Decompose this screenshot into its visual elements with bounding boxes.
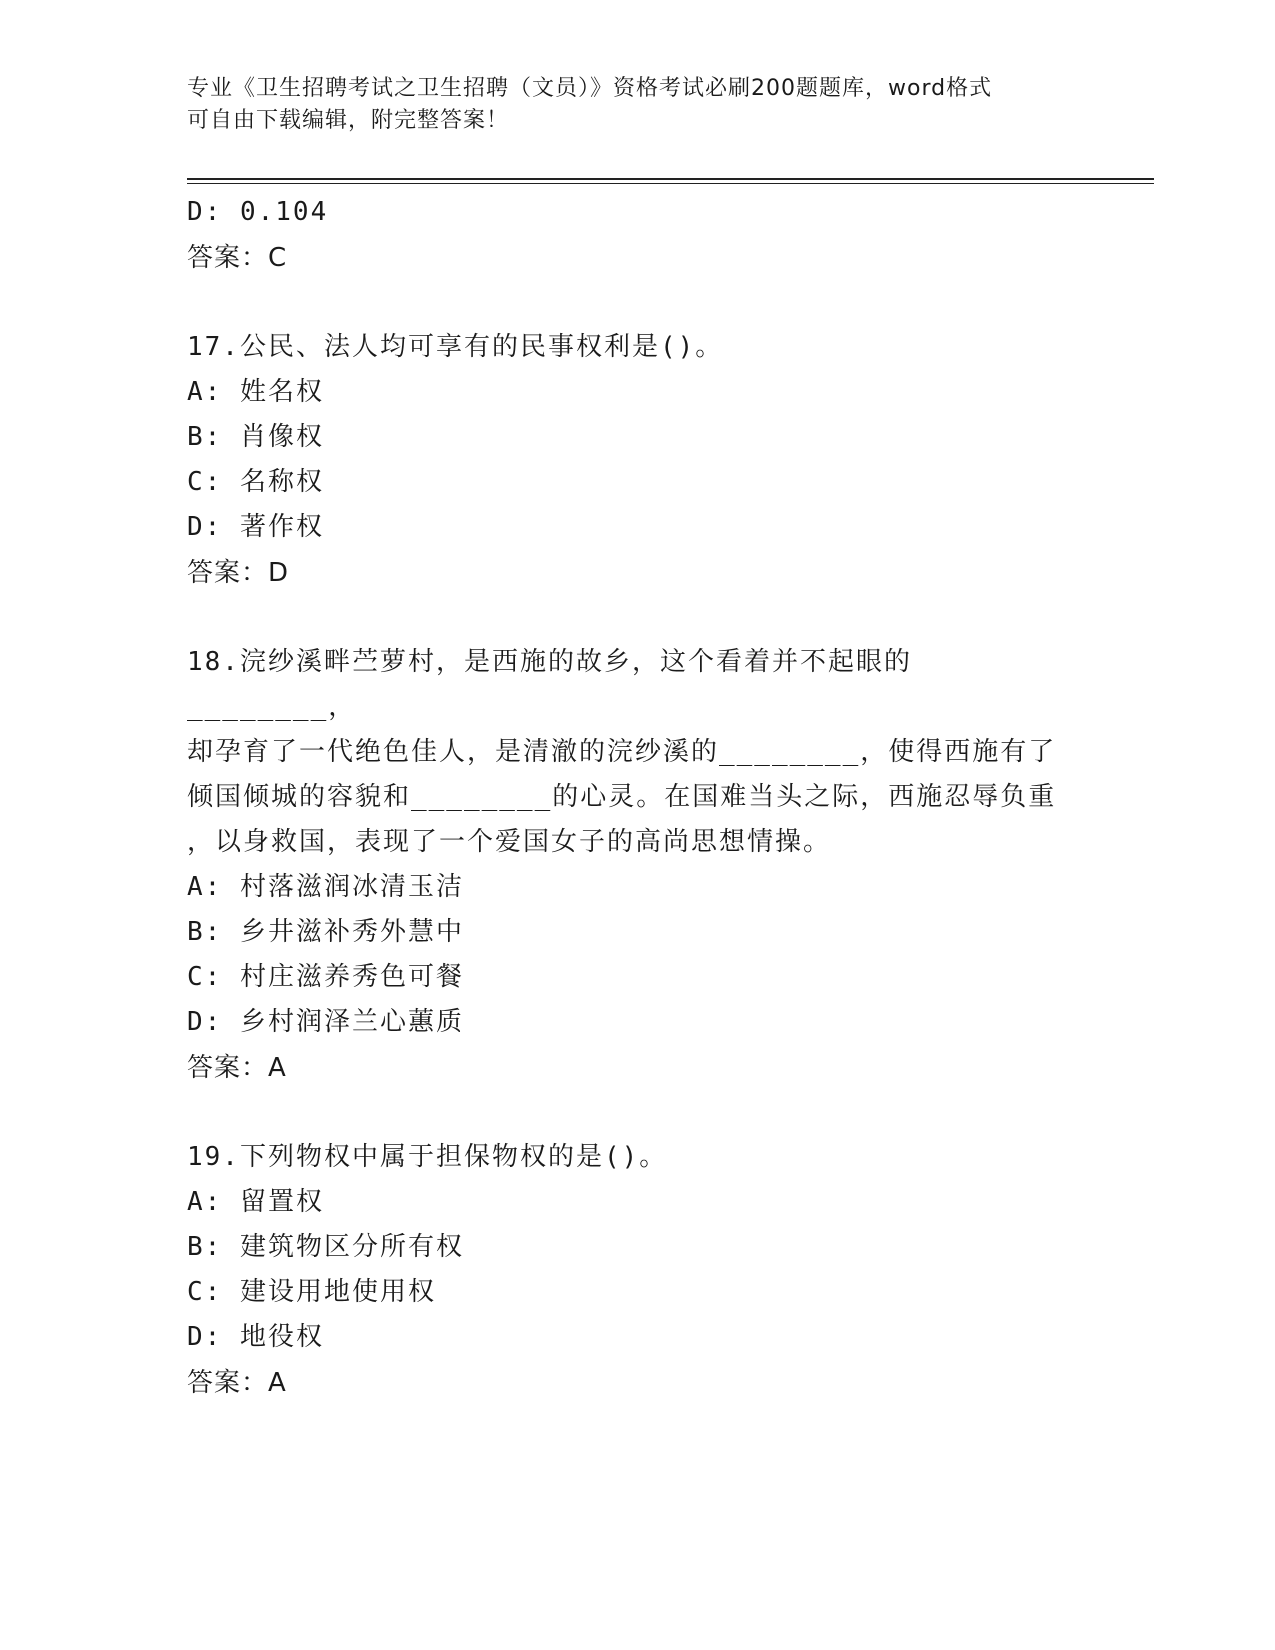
- option-b: B: 乡井滋补秀外慧中: [187, 917, 464, 947]
- option-d: D: 0.104: [187, 197, 329, 227]
- question-stem-line-2: 却孕育了一代绝色佳人，是清澈的浣纱溪的________，使得西施有了: [187, 737, 1057, 767]
- option-b: B: 肖像权: [187, 422, 324, 452]
- spacer: [187, 1091, 1067, 1135]
- answer-line: 答案：C: [187, 243, 288, 273]
- question-block-18: [187, 640, 1067, 1091]
- answer-line: 答案：A: [187, 1368, 287, 1398]
- option-a: A: 村落滋润冰清玉洁: [187, 872, 464, 902]
- header-divider-thick: [187, 178, 1154, 180]
- header-divider-thin: [187, 183, 1154, 184]
- question-list: [187, 190, 1067, 1406]
- option-b: B: 建筑物区分所有权: [187, 1232, 464, 1262]
- question-stem-line-4: ，以身救国，表现了一个爱国女子的高尚思想情操。: [187, 827, 832, 857]
- option-c: C: 村庄滋养秀色可餐: [187, 962, 464, 992]
- answer-line: 答案：A: [187, 1053, 287, 1083]
- question-stem-line-3: 倾国倾城的容貌和________的心灵。在国难当头之际，西施忍辱负重: [187, 782, 1057, 812]
- question-stem: 17.公民、法人均可享有的民事权利是()。: [187, 332, 724, 362]
- question-stem-line-1: 18.浣纱溪畔苎萝村，是西施的故乡，这个看着并不起眼的________，: [187, 647, 912, 722]
- document-header: [187, 73, 1067, 137]
- header-line-2: 可自由下载编辑，附完整答案！: [187, 108, 510, 133]
- answer-line: 答案：D: [187, 558, 290, 588]
- option-d: D: 著作权: [187, 512, 324, 542]
- option-d: D: 地役权: [187, 1322, 324, 1352]
- option-c: C: 建设用地使用权: [187, 1277, 436, 1307]
- option-a: A: 姓名权: [187, 377, 324, 407]
- spacer: [187, 281, 1067, 325]
- header-line-1: 专业《卫生招聘考试之卫生招聘（文员）》资格考试必刷200题题库，word格式: [187, 76, 993, 101]
- spacer: [187, 596, 1067, 640]
- question-block-previous: [187, 190, 1067, 281]
- question-stem: 19.下列物权中属于担保物权的是()。: [187, 1142, 668, 1172]
- option-c: C: 名称权: [187, 467, 324, 497]
- question-block-17: [187, 325, 1067, 596]
- question-block-19: [187, 1135, 1067, 1406]
- option-a: A: 留置权: [187, 1187, 324, 1217]
- option-d: D: 乡村润泽兰心蕙质: [187, 1007, 464, 1037]
